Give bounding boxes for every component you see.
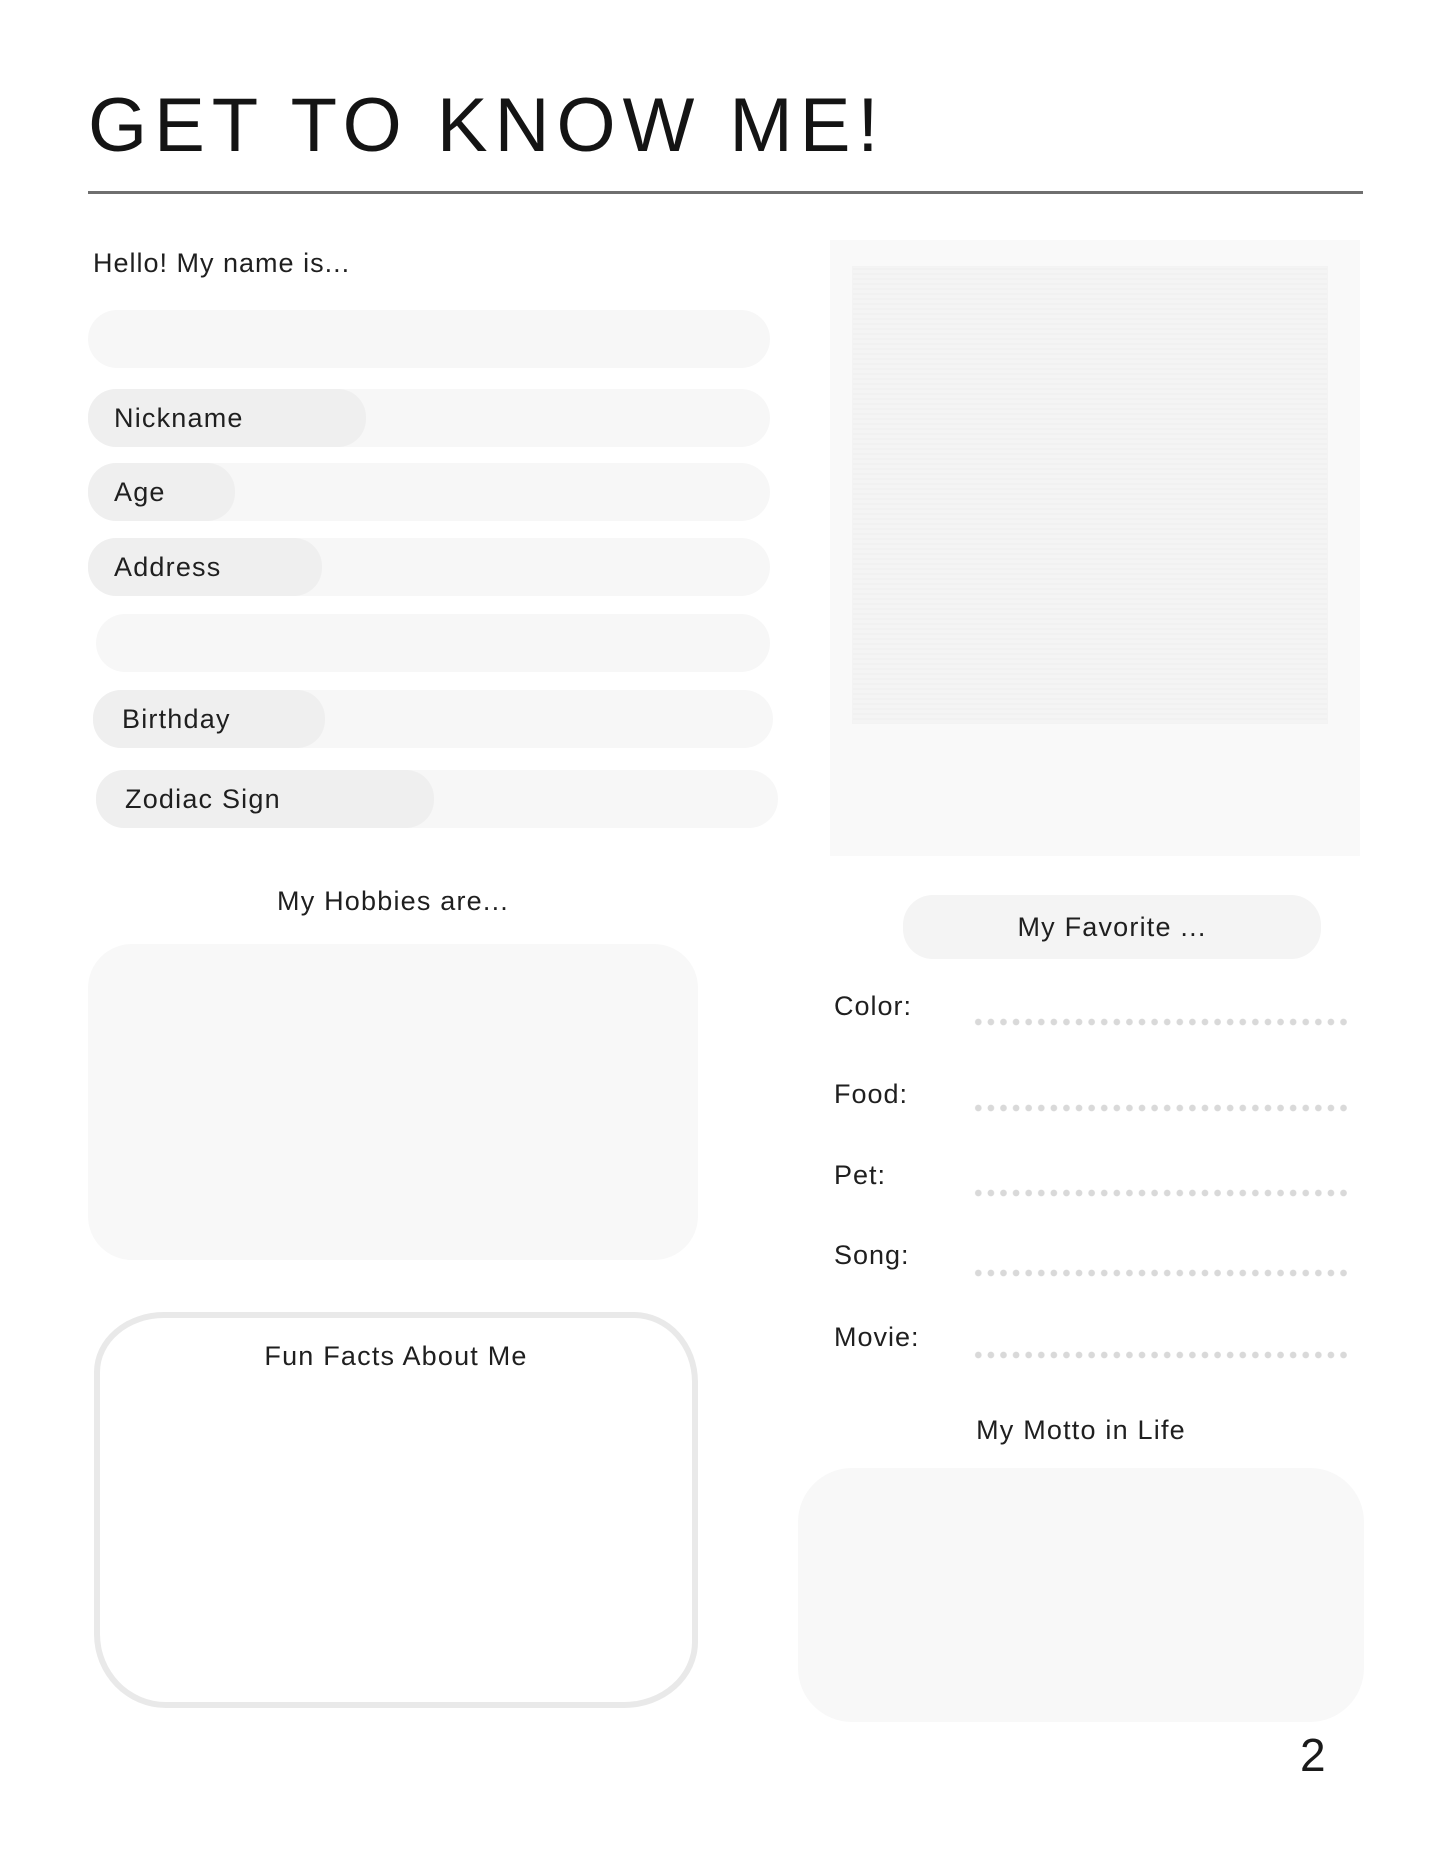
favorite-song-line[interactable]	[972, 1269, 1352, 1277]
page-number: 2	[1300, 1729, 1326, 1781]
favorite-color-label: Color:	[834, 991, 913, 1021]
fun-facts-heading: Fun Facts About Me	[264, 1341, 528, 1371]
nickname-field[interactable]	[88, 389, 770, 447]
favorite-food-label: Food:	[834, 1079, 909, 1109]
age-field[interactable]	[88, 463, 770, 521]
name-field[interactable]	[88, 310, 770, 368]
favorite-song-label: Song:	[834, 1240, 910, 1270]
favorite-color-line[interactable]	[972, 1018, 1352, 1026]
zodiac-sign-label: Zodiac Sign	[96, 770, 434, 828]
age-label: Age	[88, 463, 235, 521]
favorites-heading: My Favorite ...	[903, 895, 1321, 959]
name-prompt: Hello! My name is...	[93, 248, 351, 278]
favorite-pet-label: Pet:	[834, 1160, 887, 1190]
favorite-food-line[interactable]	[972, 1104, 1352, 1112]
favorite-pet-line[interactable]	[972, 1189, 1352, 1197]
motto-heading: My Motto in Life	[976, 1415, 1186, 1445]
title-divider	[88, 191, 1363, 194]
page-title: GET TO KNOW ME!	[88, 83, 886, 168]
hobbies-heading: My Hobbies are...	[277, 886, 509, 916]
zodiac-sign-field[interactable]	[96, 770, 778, 828]
favorite-movie-line[interactable]	[972, 1351, 1352, 1359]
hobbies-box[interactable]	[88, 944, 698, 1260]
address-field[interactable]	[88, 538, 770, 596]
birthday-label: Birthday	[93, 690, 325, 748]
photo-area[interactable]	[852, 266, 1328, 724]
motto-box[interactable]	[798, 1468, 1364, 1722]
favorite-movie-label: Movie:	[834, 1322, 920, 1352]
birthday-field[interactable]	[93, 690, 773, 748]
address-line2-field[interactable]	[96, 614, 770, 672]
nickname-label: Nickname	[88, 389, 366, 447]
address-label: Address	[88, 538, 322, 596]
